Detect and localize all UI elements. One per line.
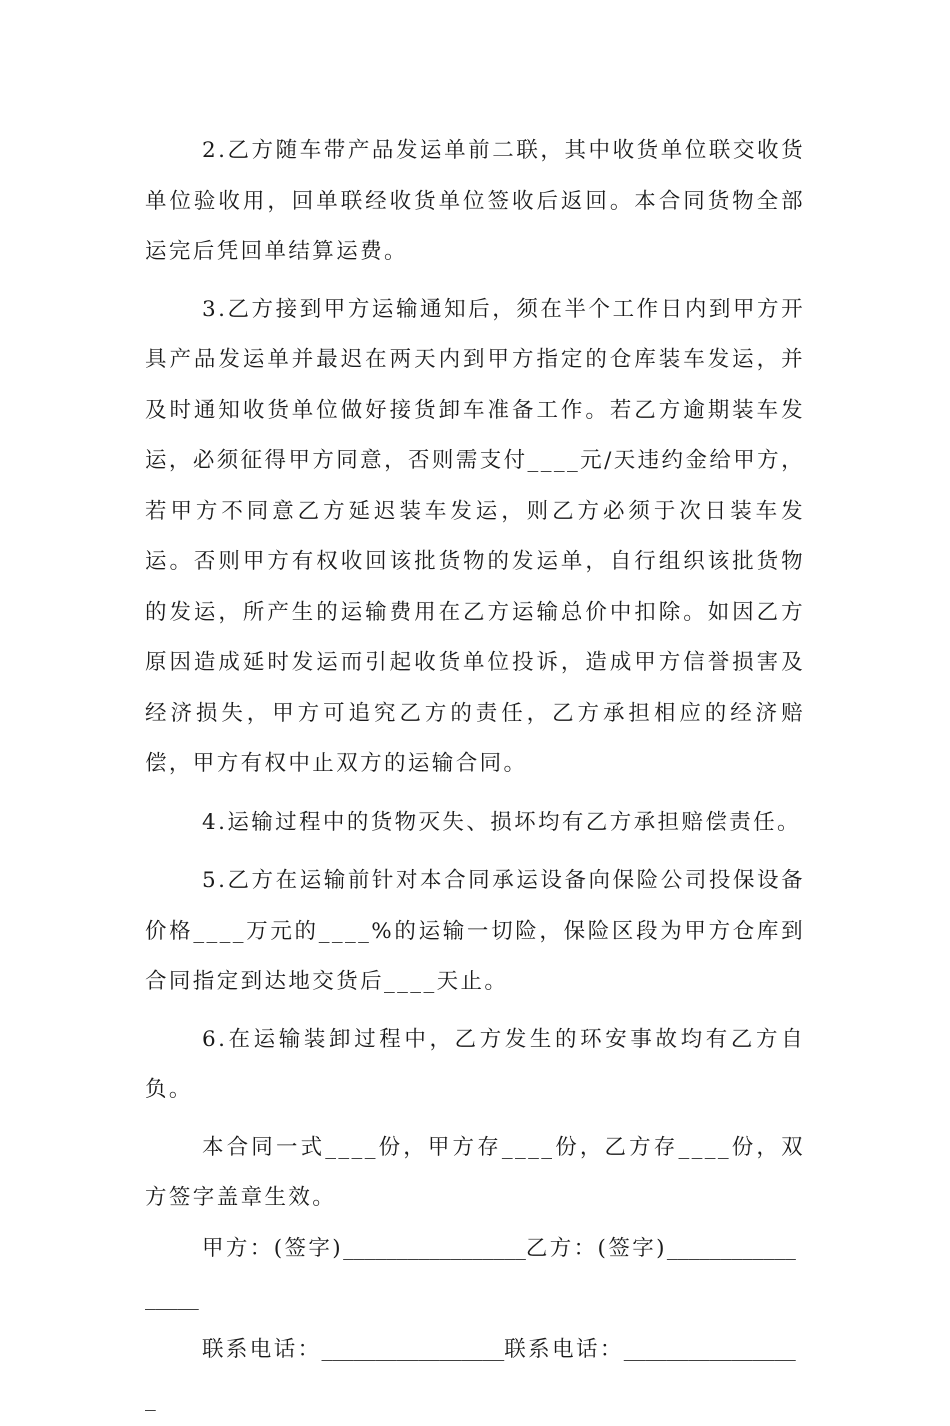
party-a-signature-label: 甲方：(签字)	[202, 1235, 344, 1261]
clause-5: 5.乙方在运输前针对本合同承运设备向保险公司投保设备价格____万元的____%的运输一切险，保险区段为甲方仓库到合同指定到达地交货后____天止。	[145, 868, 805, 994]
party-a-signature-blank: _________________	[343, 1235, 526, 1261]
clause-3: 3.乙方接到甲方运输通知后，须在半个工作日内到甲方开具产品发运单并最迟在两天内到甲方指定的仓库装车发运，并及时通知收货单位做好接货卸车准备工作。若乙方逾期装车发运，必须征得甲方同意，否则需支付____元/天违约金给甲方，若甲方不同意乙方延迟装车发运，则乙方必须于次日装车发运。否则甲方有权收回该批货物的发运单，自行组织该批货物的发运，所产生的运输费用在乙方运输总价中扣除。如因乙方原因造成延时发运而引起收货单位投诉，造成甲方信誉损害及经济损失，甲方可追究乙方的责任，乙方承担相应的经济赔偿，甲方有权中止双方的运输合同。	[145, 296, 805, 776]
party-b-signature-label: 乙方：(签字)	[525, 1235, 667, 1261]
party-b-phone-label: 联系电话：	[504, 1336, 624, 1362]
contract-page	[145, 126, 805, 1426]
signature-line	[145, 1224, 805, 1325]
clause-6: 6.在运输装卸过程中，乙方发生的环安事故均有乙方自负。	[145, 1026, 805, 1102]
party-a-phone-label: 联系电话：	[202, 1336, 322, 1362]
party-b-signature-blank: _________________	[145, 1235, 796, 1311]
contact-line	[145, 1325, 805, 1426]
copies-clause: 本合同一式____份，甲方存____份，乙方存____份，双方签字盖章生效。	[145, 1134, 805, 1210]
party-b-phone-blank: _________________	[145, 1336, 796, 1412]
clause-2: 2.乙方随车带产品发运单前二联，其中收货单位联交收货单位验收用，回单联经收货单位签收后返回。本合同货物全部运完后凭回单结算运费。	[145, 138, 805, 264]
clause-4: 4.运输过程中的货物灭失、损坏均有乙方承担赔偿责任。	[202, 809, 801, 835]
party-a-phone-blank: _________________	[321, 1336, 505, 1362]
